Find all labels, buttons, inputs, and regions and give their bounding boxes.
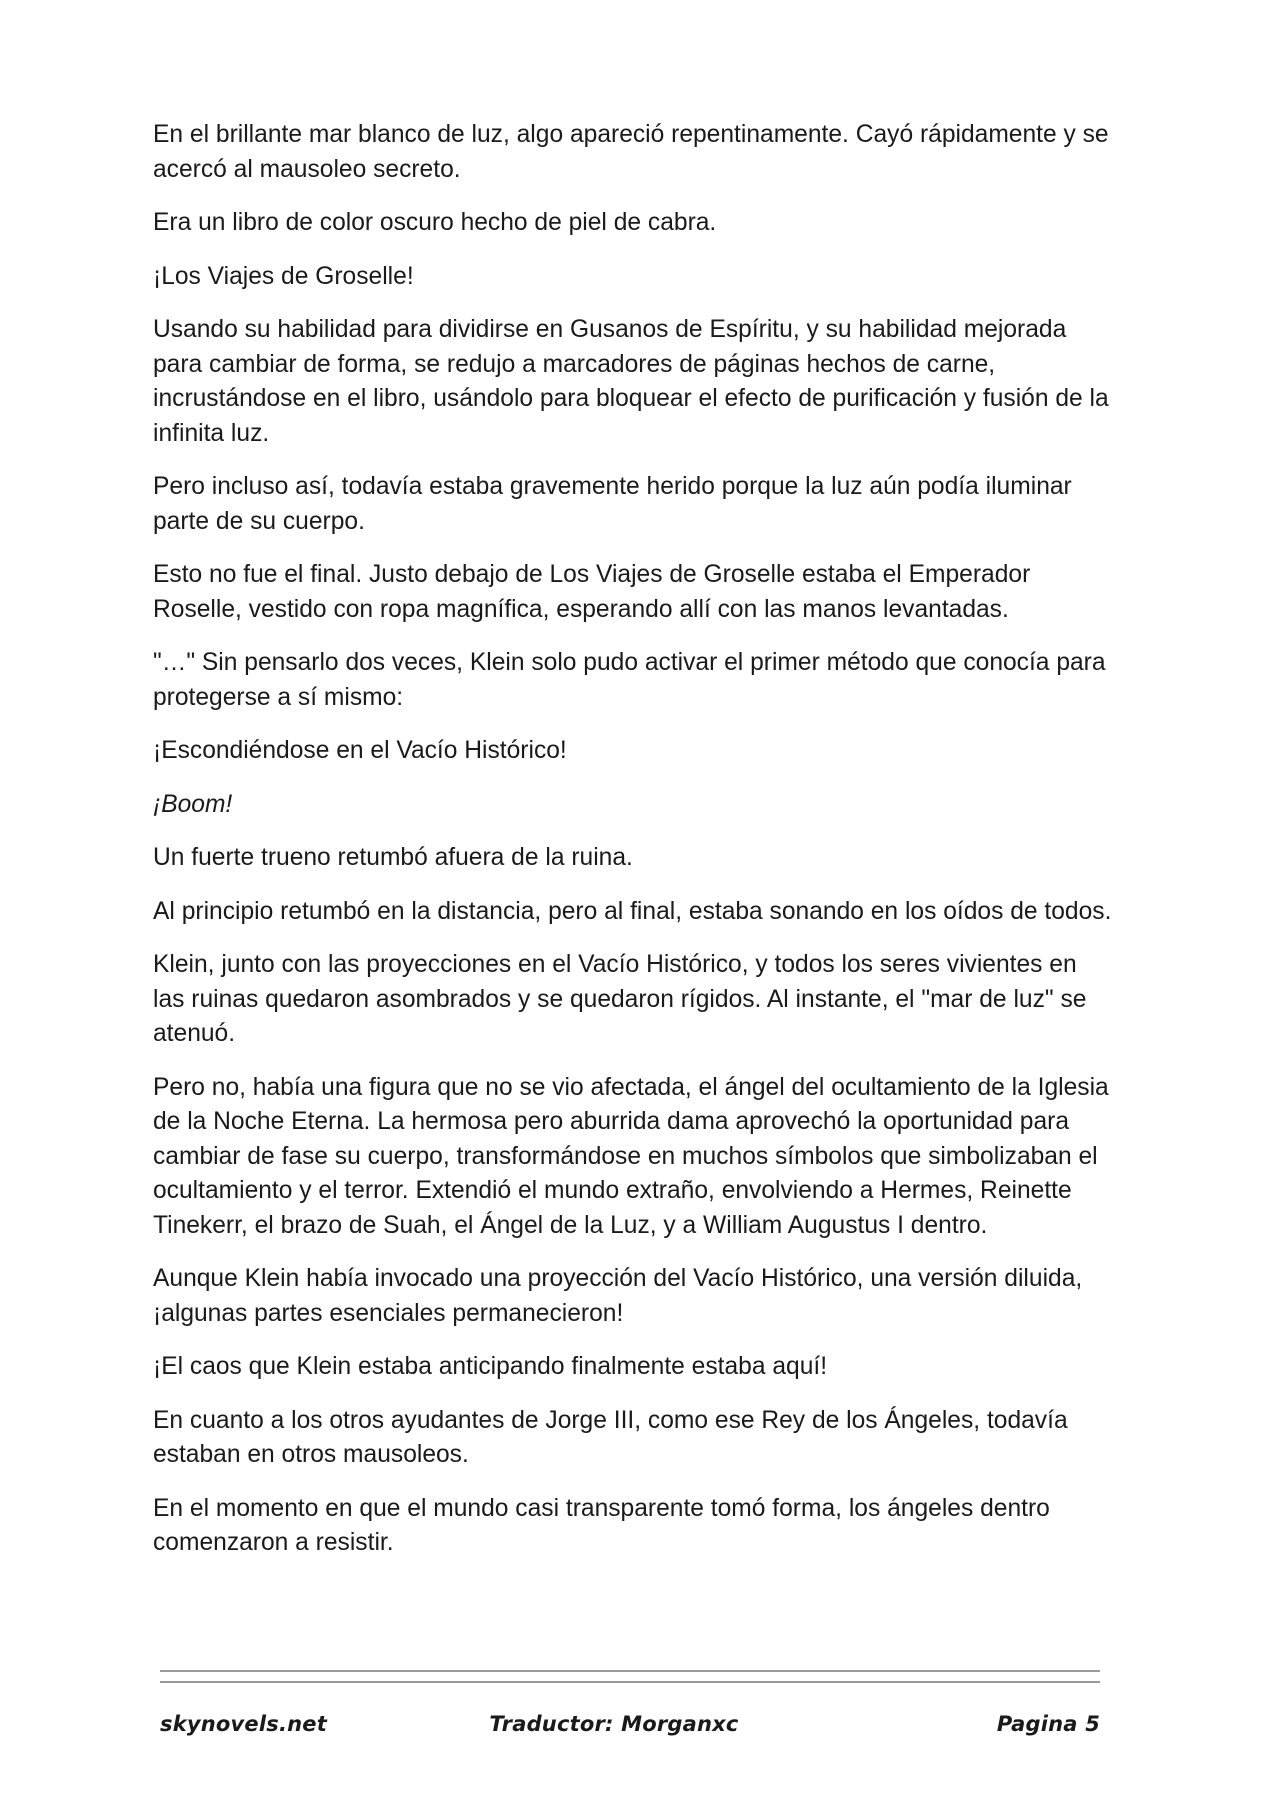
footer-site: skynovels.net [160, 1712, 327, 1736]
paragraph: Esto no fue el final. Justo debajo de Los Viajes de Groselle estaba el Emperador Roselle, vestido con ropa magnífica, esperando allí con las manos levantadas. [153, 561, 1031, 623]
footer-divider-bottom [160, 1681, 1100, 1683]
paragraph: Klein, junto con las proyecciones en el Vacío Histórico, y todos los seres vivientes en las ruinas quedaron asombrados y se quedaron rígidos. Al instante, el "mar de luz" se atenuó. [153, 951, 1087, 1047]
footer-divider-top [160, 1670, 1100, 1672]
paragraph: En cuanto a los otros ayudantes de Jorge III, como ese Rey de los Ángeles, todavía estaban en otros mausoleos. [153, 1406, 1068, 1468]
paragraph: Era un libro de color oscuro hecho de piel de cabra. [153, 209, 717, 236]
paragraph: Al principio retumbó en la distancia, pero al final, estaba sonando en los oídos de todos. [153, 897, 1112, 925]
paragraph: Un fuerte trueno retumbó afuera de la ruina. [153, 844, 633, 871]
paragraph: Pero no, había una figura que no se vio afectada, el ángel del ocultamiento de la Iglesia de la Noche Eterna. La hermosa pero aburrida dama aprovechó la oportunidad para cambiar de fase su cuerpo, transformándose en muchos símbolos que simbolizaban el ocultamiento y el terror. Extendió el mundo extraño, envolviendo a Hermes, Reinette Tinekerr, el brazo de Suah, el Ángel de la Luz, y a William Augustus I dentro. [153, 1073, 1109, 1239]
footer-page-number: Pagina 5 [996, 1712, 1100, 1736]
paragraph: En el brillante mar blanco de luz, algo apareció repentinamente. Cayó rápidamente y se acercó al mausoleo secreto. [153, 121, 1109, 183]
paragraph: ¡Escondiéndose en el Vacío Histórico! [153, 737, 567, 764]
paragraph: ¡El caos que Klein estaba anticipando finalmente estaba aquí! [153, 1353, 828, 1380]
paragraph: Aunque Klein había invocado una proyección del Vacío Histórico, una versión diluida, ¡algunas partes esenciales permanecieron! [153, 1265, 1083, 1327]
paragraph-sound-effect: ¡Boom! [153, 790, 233, 818]
footer-translator: Traductor: Morganxc [489, 1712, 739, 1736]
paragraph: Pero incluso así, todavía estaba gravemente herido porque la luz aún podía iluminar parte de su cuerpo. [153, 473, 1072, 535]
paragraph: En el momento en que el mundo casi transparente tomó forma, los ángeles dentro comenzaron a resistir. [153, 1494, 1050, 1556]
paragraph: "…" Sin pensarlo dos veces, Klein solo pudo activar el primer método que conocía para protegerse a sí mismo: [153, 649, 1106, 711]
paragraph: Usando su habilidad para dividirse en Gusanos de Espíritu, y su habilidad mejorada para cambiar de forma, se redujo a marcadores de páginas hechos de carne, incrustándose en el libro, usándolo para bloquear el efecto de purificación y fusión de la infinita luz. [153, 316, 1109, 447]
document-body [153, 118, 1113, 1580]
paragraph: ¡Los Viajes de Groselle! [153, 262, 414, 290]
